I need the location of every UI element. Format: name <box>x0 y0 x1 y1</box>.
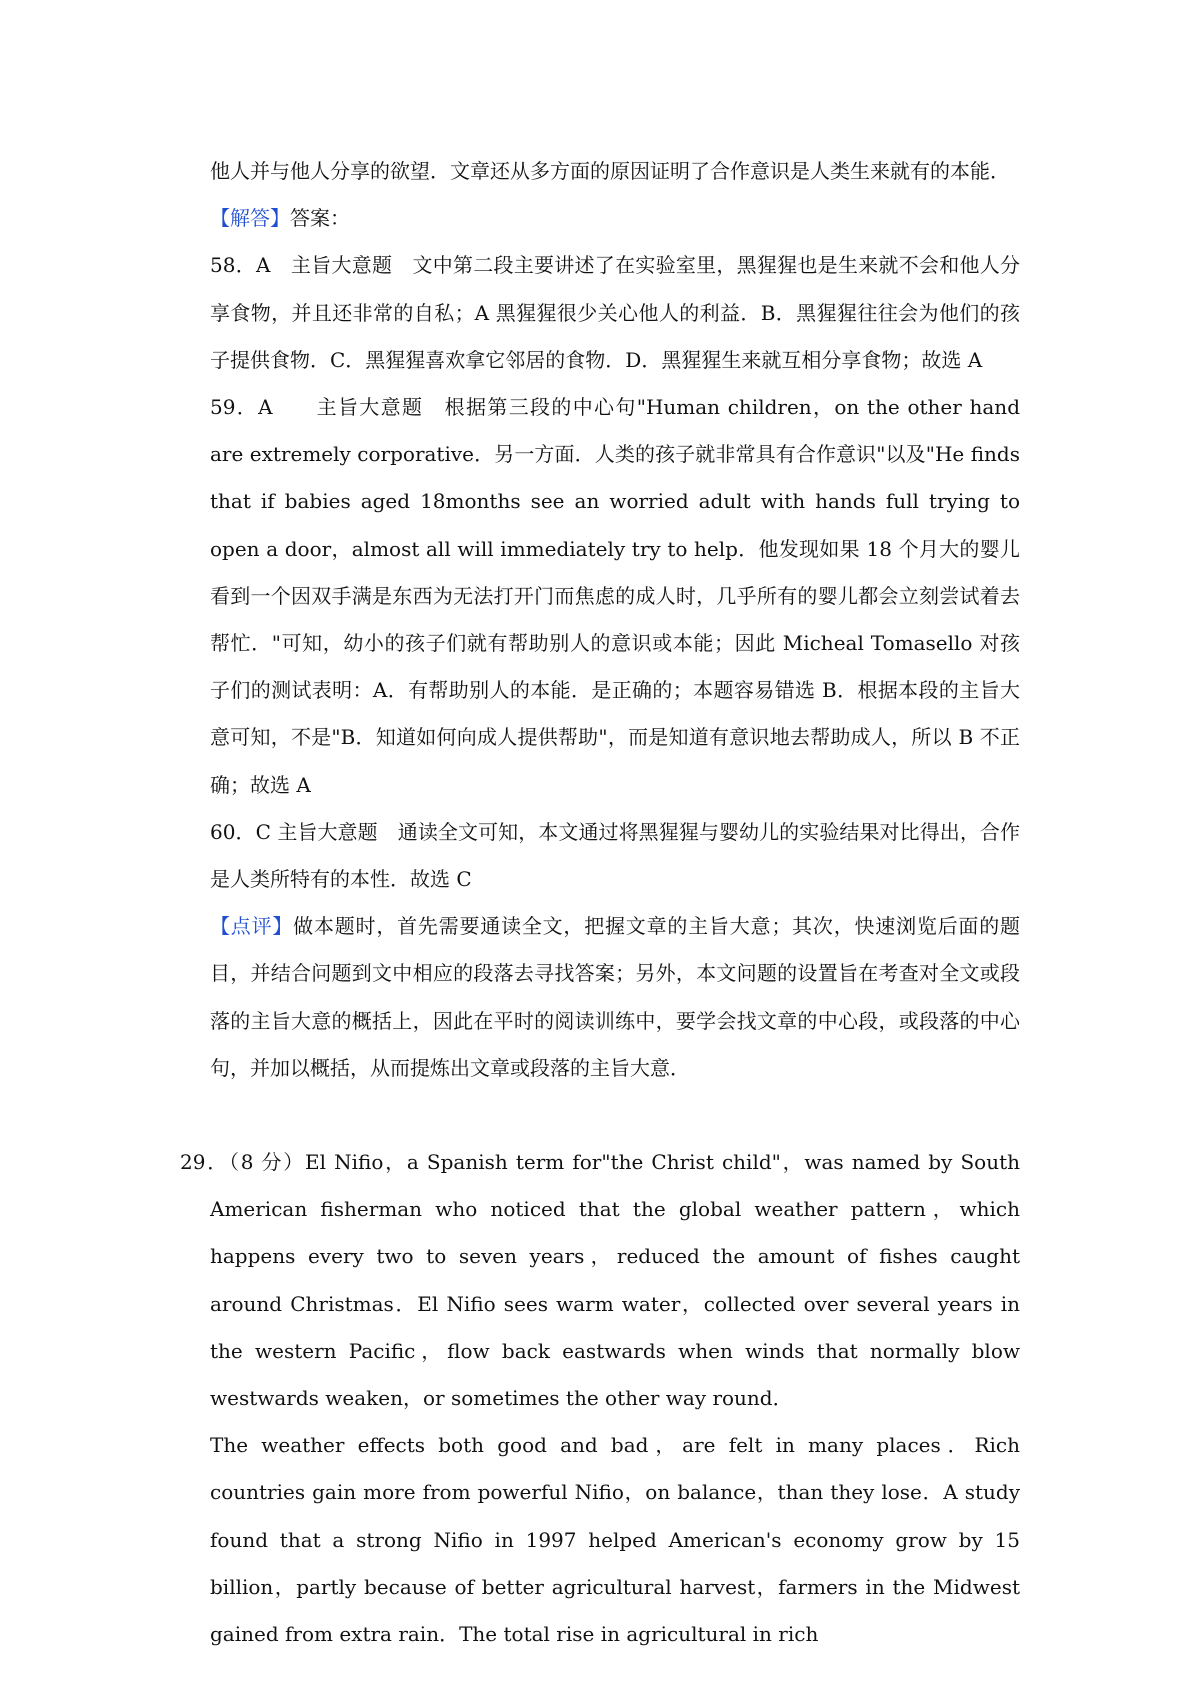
answer-58: 58．A 主旨大意题 文中第二段主要讲述了在实验室里，黑猩猩也是生来就不会和他人分享食物，并且还非常的自私；A 黑猩猩很少关心他人的利益．B．黑猩猩往往会为他们的孩子提供食物．C．黑猩猩喜欢拿它邻居的食物．D．黑猩猩生来就互相分享食物；故选 A <box>210 253 1020 372</box>
comment-paragraph <box>210 903 1020 1092</box>
question-paragraph-2: The weather effects both good and bad，are felt in many places．Rich countries gain more from powerful Nifio，on balance，than they lose．A study found that a strong Nifio in 1997 helped American's economy grow by 15 billion，partly because of better agricultural harvest，farmers in the Midwest gained from extra rain．The total rise in agricultural in rich <box>210 1433 1020 1647</box>
answer-label: 【解答】 <box>210 206 290 231</box>
answer-60: 60．C 主旨大意题 通读全文可知，本文通过将黑猩猩与婴幼儿的实验结果对比得出，合作是人类所特有的本性．故选 C <box>210 819 1020 892</box>
answer-59: 59．A 主旨大意题 根据第三段的中心句"Human children，on the other hand are extremely corporative．另一方面．人类的孩子就非常具有合作意识"以及"He finds that if babies aged 18months see an worried adult with hands full trying to open a door，almost all will immediately try to help．他发现如果 18 个月大的婴儿看到一个因双手满是东西为无法打开门而焦虑的成人时，几乎所有的婴儿都会立刻尝试着去帮忙．"可知，幼小的孩子们就有帮助别人的意识或本能；因此 Micheal Tomasello 对孩子们的测试表明：A．有帮助别人的本能．是正确的；本题容易错选 B．根据本段的主旨大意可知，不是"B．知道如何向成人提供帮助"，而是知道有意识地去帮助成人，所以 B 不正确；故选 A <box>210 395 1020 797</box>
comment-label: 【点评】 <box>210 914 294 939</box>
answer-text: 答案： <box>290 206 350 231</box>
question-number: 29． <box>180 1150 229 1174</box>
comment-text: 做本题时，首先需要通读全文，把握文章的主旨大意；其次，快速浏览后面的题目，并结合问题到文中相应的段落去寻找答案；另外，本文问题的设置旨在考查对全文或段落的主旨大意的概括上，因此在平时的阅读训练中，要学会找文章的中心段，或段落的中心句，并加以概括，从而提炼出文章或段落的主旨大意． <box>210 914 1021 1080</box>
answer-heading <box>210 195 1020 242</box>
analysis-continuation: 他人并与他人分享的欲望．文章还从多方面的原因证明了合作意识是人类生来就有的本能． <box>210 159 1010 183</box>
question-para1-text: El Nifio，a Spanish term for"the Christ child"，was named by South American fisherman who noticed that the global weather pattern，which happens every two to seven years，reduced the amount of fishes caught around Christmas．El Nifio sees warm water，collected over several years in the western Pacific，flow back eastwards when winds that normally blow westwards weaken，or sometimes the other way round． <box>210 1150 1020 1411</box>
question-points: （8 分） <box>228 1150 306 1174</box>
question-paragraph-1 <box>180 1139 1020 1422</box>
question-29 <box>180 1139 1020 1658</box>
analysis-section <box>210 148 1020 1092</box>
